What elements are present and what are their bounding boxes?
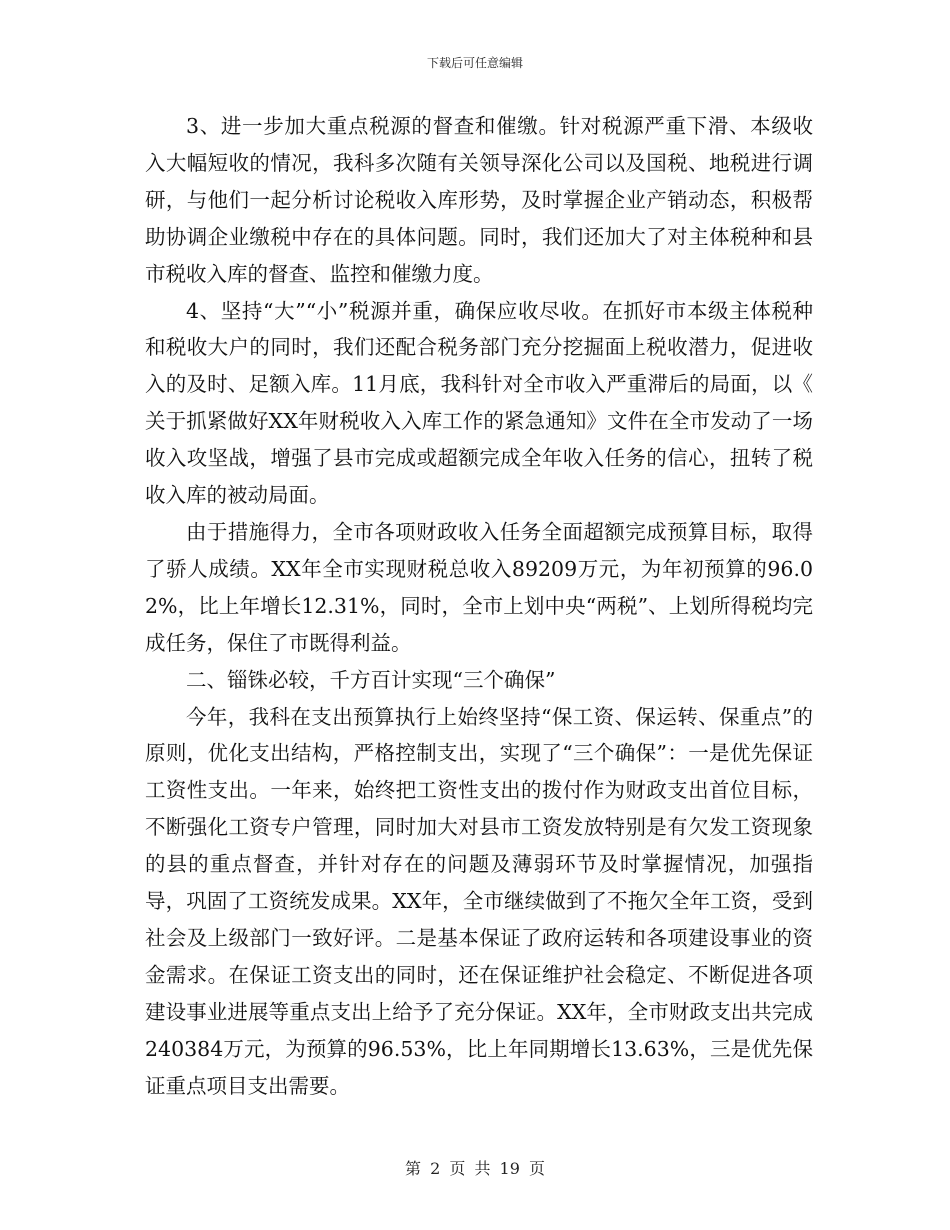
document-body: [145, 108, 813, 1104]
paragraph-revenue-results: 由于措施得力，全市各项财政收入任务全面超额完成预算目标，取得了骄人成绩。XX年全市实现财税总收入89209万元，为年初预算的96.02%，比上年增长12.31%，同时，全市上划中央“两税”、上划所得税均完成任务，保住了市既得利益。: [145, 519, 813, 655]
paragraph-tax-sources: 4、坚持“大”“小”税源并重，确保应收尽收。在抓好市本级主体税种和税收大户的同时，我们还配合税务部门充分挖掘面上税收潜力，促进收入的及时、足额入库。11月底，我科针对全市收入严重滞后的局面，以《 关于抓紧做好XX年财税收入入库工作的紧急通知》文件在全市发动了一场收入攻坚战，增强了县市完成或超额完成全年收入任务的信心，扭转了税收入库的被动局面。: [145, 298, 813, 508]
page-header: 下载后可任意编辑: [426, 56, 523, 70]
paragraph-tax-supervision: 3、进一步加大重点税源的督查和催缴。针对税源严重下滑、本级收入大幅短收的情况，我科多次随有关领导深化公司以及国税、地税进行调研，与他们一起分析讨论税收入库形势，及时掌握企业产销动态，积极帮助协调企业缴税中存在的具体问题。同时，我们还加大了对主体税种和县市税收入库的督查、监控和催缴力度。: [145, 114, 813, 286]
paragraph-expenditure: 今年，我科在支出预算执行上始终坚持“保工资、保运转、保重点”的原则，优化支出结构，严格控制支出，实现了“三个确保”：一是优先保证工资性支出。一年来，始终把工资性支出的拨付作为财政支出首位目标，不断强化工资专户管理，同时加大对县市工资发放特别是有欠发工资现象的县的重点督查，并针对存在的问题及薄弱环节及时掌握情况，加强指导，巩固了工资统发成果。XX年，全市继续做到了不拖欠全年工资，受到社会及上级部门一致好评。二是基本保证了政府运转和各项建设事业的资金需求。在保证工资支出的同时，还在保证维护社会稳定、不断促进各项建设事业进展等重点支出上给予了充分保证。XX年，全市财政支出共完成240384万元，为预算的96.53%，比上年同期增长13.63%，三是优先保证重点项目支出需要。: [145, 704, 813, 1098]
section-heading: 二、锱铢必较，千方百计实现“三个确保”: [186, 667, 556, 692]
page-number-footer: 第 2 页 共 19 页: [405, 1159, 545, 1178]
